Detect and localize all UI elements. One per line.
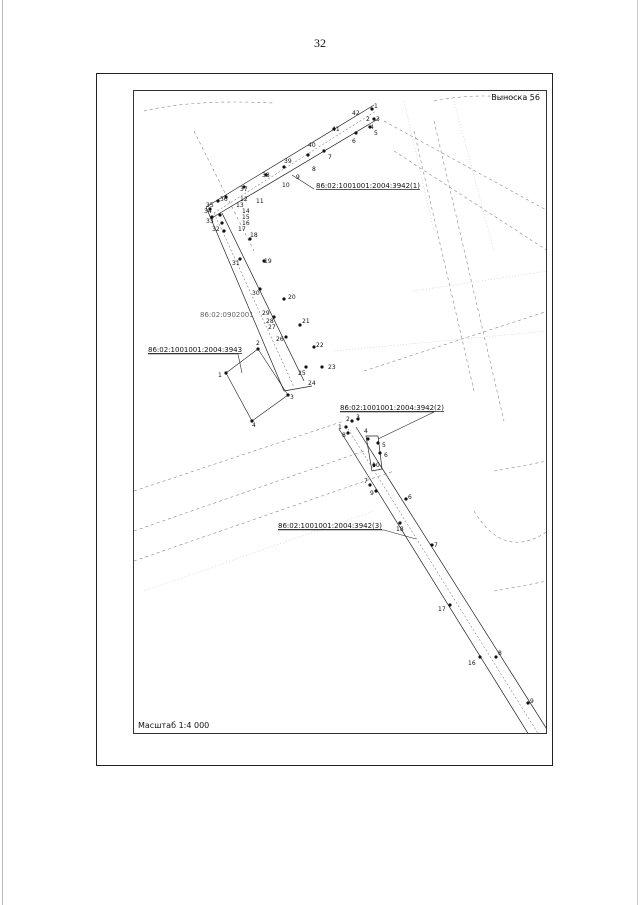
point-number: 32 [212,226,220,233]
bg-dots [414,271,547,291]
point-number: 22 [316,342,324,349]
leader-line [148,354,242,373]
vertex [350,419,353,422]
vertex [478,655,481,658]
label-leaders [148,175,434,539]
point-number: 12 [240,196,248,203]
point-number: 34 [204,208,212,215]
point-number: 37 [240,186,248,193]
point-number: 21 [302,318,310,325]
point-number: 16 [468,660,476,667]
point-number: 17 [438,606,446,613]
point-number: 14 [242,208,250,215]
parcel-labels [148,182,444,530]
point-number: 38 [262,172,270,179]
point-number: 19 [264,258,272,265]
point-number: 11 [256,198,264,205]
bg-line [364,311,547,371]
point-number: 2 [346,416,350,423]
corridor-edge [339,429,529,734]
point-number: 8 [342,432,346,439]
point-number: 9 [530,698,534,705]
point-number: 6 [384,452,388,459]
point-number: 17 [238,226,246,233]
bg-line [134,451,364,531]
vertex [284,335,287,338]
bg-line [494,581,547,591]
point-labels-3942-1 [204,103,380,387]
centerline [348,429,539,734]
bg-line [474,511,547,542]
point-number: 23 [328,364,336,371]
bg-line [394,151,547,251]
scan-edge-left [2,0,3,905]
parcel-label-3942-1: 86:02:1001001:2004:3942(1) [316,182,420,190]
point-number: 16 [242,220,250,227]
point-number: 41 [332,126,340,133]
point-number: 18 [396,526,404,533]
point-number: 1 [338,424,342,431]
centerline [214,111,376,213]
point-number: 3 [376,116,380,123]
vertex [368,483,371,486]
vertex [306,153,309,156]
vertex [282,297,285,300]
parcel-3943-polygon [226,349,288,421]
point-number: 20 [288,294,296,301]
point-number: 6 [408,494,412,501]
vertex [218,213,221,216]
point-number: 33 [206,218,214,225]
point-number: 5 [382,442,386,449]
point-number: 6 [352,138,356,145]
point-number: 7 [328,154,332,161]
parcel-label-0902001: 86:02:0902001 [200,311,254,319]
bg-line [134,471,394,561]
parcel-label-3942-3: 86:02:1001001:2004:3942(3) [278,522,382,530]
vertex [374,489,377,492]
point-number: 3 [290,394,294,401]
vertex [320,365,323,368]
bg-dots [334,331,547,351]
cadastral-map [134,91,547,734]
point-number: 10 [372,462,380,469]
point-number: 5 [374,130,378,137]
point-number: 9 [370,490,374,497]
point-number: 28 [266,318,274,325]
point-number: 36 [220,196,228,203]
point-number: 1 [374,103,378,110]
bg-line [134,421,344,491]
point-number: 10 [282,182,290,189]
bg-line [144,102,274,111]
point-number: 7 [364,478,368,485]
point-number: 9 [296,174,300,181]
vertex [220,221,223,224]
bg-line [494,461,547,471]
point-number: 7 [434,542,438,549]
parcel-label-3943: 86:02:1001001:2004:3943 [148,346,243,354]
vertex [354,131,357,134]
background-lines [134,96,547,591]
point-number: 8 [312,166,316,173]
point-number: 42 [352,110,360,117]
vertex [376,441,379,444]
point-number: 26 [276,336,284,343]
point-number: 24 [308,380,316,387]
bg-dots [454,101,494,251]
vertex [448,603,451,606]
vertex [344,425,347,428]
corridor-edge [206,207,284,391]
vertex [222,229,225,232]
callout-title: Выноска 56 [491,93,540,102]
point-number: 40 [308,142,316,149]
vertex [282,165,285,168]
vertex [398,521,401,524]
page-number: 32 [314,36,326,50]
point-number: 3 [356,414,360,421]
bg-line [434,121,504,421]
parcel-3942-3-centerline [348,429,539,734]
vertex [322,149,325,152]
corridor-edge [356,427,547,731]
point-number: 8 [498,650,502,657]
corridor-edge [206,105,374,207]
point-number: 4 [252,422,256,429]
vertex [378,451,381,454]
bg-dots [404,101,434,231]
point-number: 1 [218,372,222,379]
point-number: 30 [252,290,260,297]
point-number: 13 [236,202,244,209]
vertex [304,365,307,368]
scale-label: Масштаб 1:4 000 [138,721,210,730]
parcel-3942-2-3-outline [339,427,547,734]
vertex [224,371,227,374]
point-number: 29 [262,310,270,317]
point-number: 4 [364,428,368,435]
leader-line [340,412,434,439]
vertex [366,437,369,440]
point-number: 35 [206,202,214,209]
vertex [346,431,349,434]
point-number: 39 [284,158,292,165]
scan-edge-right [637,0,638,905]
map-frame [133,90,547,734]
point-number: 15 [242,214,250,221]
point-number: 18 [250,232,258,239]
parcel-3943-outline [226,349,288,421]
point-number: 4 [370,124,374,131]
point-number: 2 [366,116,370,123]
point-number: 2 [256,340,260,347]
point-number: 31 [232,260,240,267]
point-number: 25 [298,370,306,377]
centerline [214,213,294,387]
point-number: 27 [268,324,276,331]
vertex [256,347,259,350]
parcel-label-3942-2: 86:02:1001001:2004:3942(2) [340,404,444,412]
